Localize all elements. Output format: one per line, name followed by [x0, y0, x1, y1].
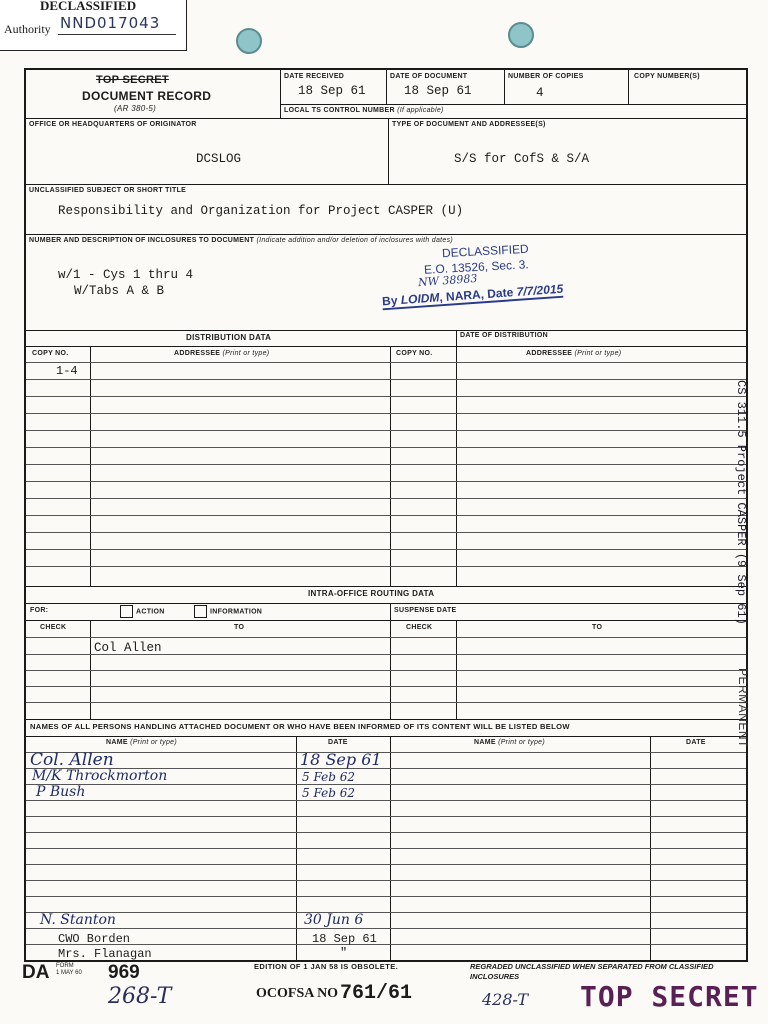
subject-value: Responsibility and Organization for Project CASPER (U) [58, 204, 464, 218]
handler-name-4: N. Stanton [40, 912, 116, 928]
dist-addressee-label-right: ADDRESSEE (Print or type) [526, 350, 622, 357]
routing-to-label-right: TO [592, 624, 603, 631]
declass-stamp-line-2: E.O. 13526, Sec. 3. [423, 257, 530, 277]
routing-action-checkbox[interactable]: ACTION [120, 605, 165, 618]
routing-for-label: FOR: [30, 607, 49, 614]
declass-stamp-line-1: DECLASSIFIED [441, 241, 530, 261]
handler-name-6: Mrs. Flanagan [58, 947, 152, 961]
declassified-title: DECLASSIFIED [40, 0, 137, 13]
routing-information-checkbox[interactable]: INFORMATION [194, 605, 262, 618]
date-received-value: 18 Sep 61 [298, 84, 366, 98]
inclosures-line-1: w/1 - Cys 1 thru 4 [58, 268, 194, 282]
dist-addressee-label-left: ADDRESSEE (Print or type) [174, 350, 270, 357]
footer-regraded-note: REGRADED UNCLASSIFIED WHEN SEPARATED FROM CLASSIFIED INCLOSURES [470, 962, 714, 981]
binder-hole-left [236, 28, 262, 54]
dist-first-copy: 1-4 [56, 364, 78, 378]
date-received-label: DATE RECEIVED [284, 73, 345, 80]
handler-name-2: M/K Throckmorton [32, 768, 168, 784]
handler-name-5: CWO Borden [58, 932, 131, 946]
side-permanent-annotation: PERMANENT [736, 668, 750, 748]
local-ts-control-label: LOCAL TS CONTROL NUMBER (If applicable) [284, 107, 444, 114]
handlers-name-label-right: NAME (Print or type) [474, 739, 545, 746]
footer-classification-stamp: TOP SECRET [580, 980, 759, 1013]
dist-copy-no-label-left: COPY NO. [32, 350, 69, 357]
date-of-distribution-label: DATE OF DISTRIBUTION [460, 332, 548, 339]
distribution-title: DISTRIBUTION DATA [186, 333, 272, 342]
date-of-document-label: DATE OF DOCUMENT [390, 73, 468, 80]
originator-label: OFFICE OR HEADQUARTERS OF ORIGINATOR [29, 121, 197, 128]
inclosures-line-2: W/Tabs A & B [74, 284, 165, 298]
dist-copy-no-label-right: COPY NO. [396, 350, 433, 357]
side-file-annotation: CS 311.5 Project CASPER (9 Sep 61) [734, 380, 748, 625]
type-addressee-label: TYPE OF DOCUMENT AND ADDRESSEE(S) [392, 121, 546, 128]
declass-stamp-line-4: By LOIDM, NARA, Date 7/7/2015 [381, 281, 564, 309]
originator-value: DCSLOG [196, 152, 242, 166]
footer-handwritten-428: 428-T [482, 990, 529, 1009]
footer-control-number: 761/61 [340, 982, 413, 1005]
handlers-date-label-right: DATE [686, 739, 706, 746]
handlers-date-label-left: DATE [328, 739, 348, 746]
handler-date-4: 30 Jun 6 [304, 912, 364, 928]
footer-edition-note: EDITION OF 1 JAN 58 IS OBSOLETE. [254, 962, 399, 971]
form-regulation: (AR 380-5) [114, 104, 157, 113]
suspense-date-label: SUSPENSE DATE [394, 607, 457, 614]
type-addressee-value: S/S for CofS & S/A [454, 152, 590, 166]
authority-underline [58, 34, 176, 35]
footer-handwritten-268: 268-T [108, 984, 172, 1009]
routing-check-label-left: CHECK [40, 624, 67, 631]
copy-numbers-label: COPY NUMBER(S) [634, 73, 700, 80]
routing-first-to: Col Allen [94, 641, 162, 655]
declass-stamp-line-3: NW 38983 [417, 271, 478, 290]
handler-date-2: 5 Feb 62 [302, 770, 355, 784]
handler-date-6: " [340, 946, 348, 960]
handler-name-3: P Bush [36, 784, 86, 800]
inclosures-label: NUMBER AND DESCRIPTION OF INCLOSURES TO DOCUMENT (Indicate addition and/or deletion of inclosures with dates) [29, 237, 454, 244]
handlers-name-label-left: NAME (Print or type) [106, 739, 177, 746]
document-record-form [24, 68, 748, 962]
handler-date-5: 18 Sep 61 [312, 932, 377, 946]
footer-form-label: FORM 1 MAY 60 [56, 963, 82, 976]
number-of-copies-value: 4 [536, 86, 544, 100]
number-of-copies-label: NUMBER OF COPIES [508, 73, 584, 80]
subject-label: UNCLASSIFIED SUBJECT OR SHORT TITLE [29, 187, 187, 194]
binder-hole-right [508, 22, 534, 48]
handlers-title: NAMES OF ALL PERSONS HANDLING ATTACHED DOCUMENT OR WHO HAVE BEEN INFORMED OF ITS CONTENT WILL BE LISTED BELOW [30, 722, 570, 731]
authority-label: Authority [4, 22, 51, 36]
form-title: DOCUMENT RECORD [82, 89, 212, 103]
handler-date-1: 18 Sep 61 [300, 750, 382, 769]
routing-check-label-right: CHECK [406, 624, 433, 631]
footer-ocofsa-label: OCOFSA NO [256, 986, 339, 1001]
footer-da: DA [22, 962, 50, 983]
authority-value: NND017043 [60, 14, 161, 32]
routing-title: INTRA-OFFICE ROUTING DATA [308, 589, 435, 598]
handler-date-3: 5 Feb 62 [302, 786, 355, 800]
date-of-document-value: 18 Sep 61 [404, 84, 472, 98]
routing-to-label-left: TO [234, 624, 245, 631]
handler-name-1: Col. Allen [30, 750, 114, 770]
header-classification: TOP SECRET [96, 74, 169, 86]
declassification-stamp [380, 241, 620, 320]
footer-form-number: 969 [108, 962, 140, 983]
